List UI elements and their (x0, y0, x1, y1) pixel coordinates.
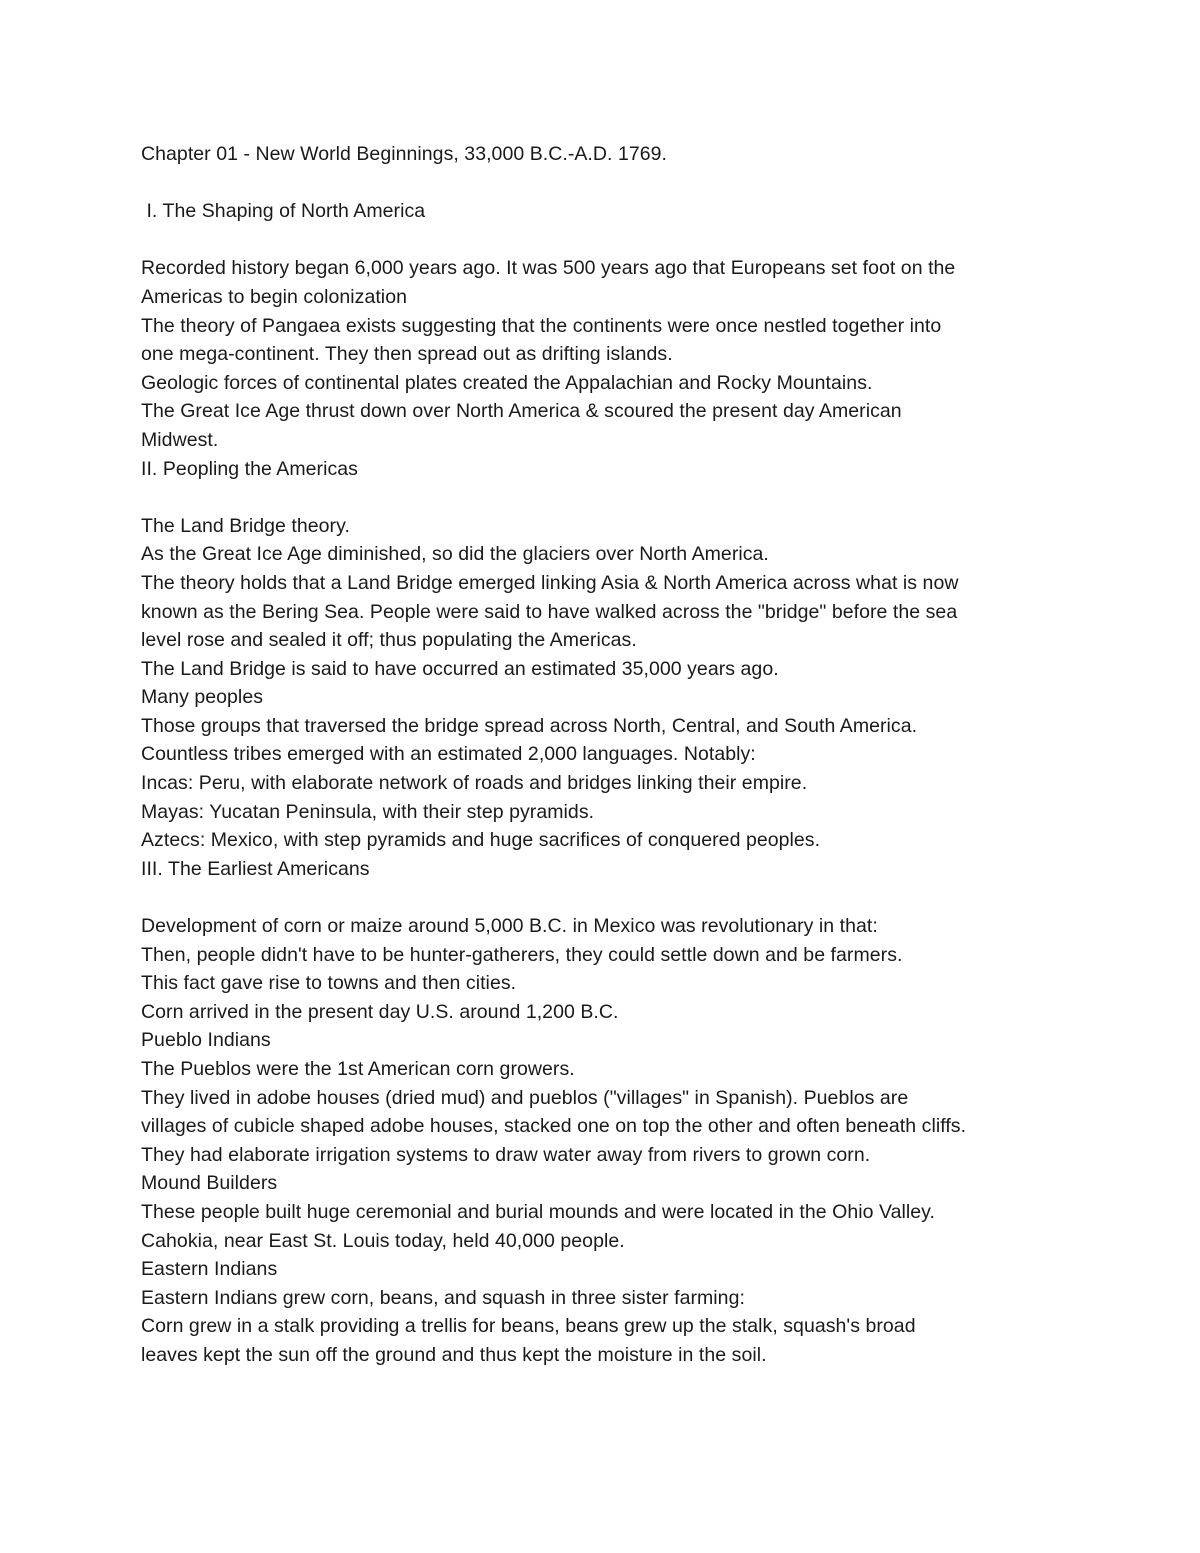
paragraph-line: Aztecs: Mexico, with step pyramids and huge sacrifices of conquered peoples. (141, 829, 821, 852)
paragraph-line: They lived in adobe houses (dried mud) and pueblos ("villages" in Spanish). Pueblos are (141, 1086, 909, 1109)
paragraph-line: Americas to begin colonization (141, 285, 407, 308)
paragraph-line: The Great Ice Age thrust down over North America & scoured the present day American (141, 400, 902, 423)
spacer (141, 883, 1061, 912)
paragraph-line: villages of cubicle shaped adobe houses, stacked one on top the other and often beneath cliffs. (141, 1115, 967, 1138)
paragraph-line: Countless tribes emerged with an estimated 2,000 languages. Notably: (141, 743, 756, 766)
paragraph-line: Many peoples (141, 686, 264, 709)
paragraph-line: These people built huge ceremonial and burial mounds and were located in the Ohio Valley. (141, 1200, 935, 1223)
paragraph-line: Cahokia, near East St. Louis today, held 40,000 people. (141, 1229, 625, 1252)
spacer (141, 169, 1061, 198)
paragraph-line: Eastern Indians grew corn, beans, and squash in three sister farming: (141, 1286, 745, 1309)
paragraph-line: Then, people didn't have to be hunter-gatherers, they could settle down and be farmers. (141, 943, 903, 966)
section-heading-peopling: II. Peopling the Americas (141, 457, 358, 480)
section-heading-earliest: III. The Earliest Americans (141, 857, 370, 880)
paragraph-line: Mound Builders (141, 1172, 278, 1195)
spacer (141, 483, 1061, 512)
paragraph-line: As the Great Ice Age diminished, so did the glaciers over North America. (141, 543, 769, 566)
paragraph-line: The Pueblos were the 1st American corn growers. (141, 1058, 575, 1080)
paragraph-line: Mayas: Yucatan Peninsula, with their step pyramids. (141, 800, 595, 823)
document-title: Chapter 01 - New World Beginnings, 33,000 B.C.-A.D. 1769. (141, 143, 668, 165)
spacer (141, 226, 1061, 255)
paragraph-line: one mega-continent. They then spread out as drifting islands. (141, 343, 673, 366)
section-heading-shaping: I. The Shaping of North America (141, 200, 426, 223)
paragraph-line: They had elaborate irrigation systems to draw water away from rivers to grown corn. (141, 1143, 871, 1166)
paragraph-line: The theory holds that a Land Bridge emerged linking Asia & North America across what is now (141, 571, 959, 594)
paragraph-line: This fact gave rise to towns and then cities. (141, 972, 517, 995)
paragraph-line: Incas: Peru, with elaborate network of roads and bridges linking their empire. (141, 772, 808, 795)
paragraph-line: Geologic forces of continental plates created the Appalachian and Rocky Mountains. (141, 371, 873, 394)
paragraph-line: Corn arrived in the present day U.S. around 1,200 B.C. (141, 1000, 619, 1023)
paragraph-line: Recorded history began 6,000 years ago. It was 500 years ago that Europeans set foot on the (141, 257, 956, 280)
paragraph-line: Those groups that traversed the bridge spread across North, Central, and South America. (141, 714, 918, 737)
paragraph-line: Development of corn or maize around 5,000 B.C. in Mexico was revolutionary in that: (141, 915, 878, 938)
paragraph-line: Pueblo Indians (141, 1029, 271, 1052)
paragraph-line: leaves kept the sun off the ground and thus kept the moisture in the soil. (141, 1343, 767, 1366)
paragraph-line: Eastern Indians (141, 1258, 278, 1281)
paragraph-line: known as the Bering Sea. People were said to have walked across the "bridge" before the sea (141, 600, 958, 623)
paragraph-line: The Land Bridge theory. (141, 514, 350, 537)
paragraph-line: Corn grew in a stalk providing a trellis for beans, beans grew up the stalk, squash's broad (141, 1315, 916, 1338)
paragraph-line: The Land Bridge is said to have occurred an estimated 35,000 years ago. (141, 657, 779, 680)
paragraph-line: Midwest. (141, 428, 219, 451)
paragraph-line: level rose and sealed it off; thus populating the Americas. (141, 629, 637, 652)
paragraph-line: The theory of Pangaea exists suggesting that the continents were once nestled together into (141, 314, 942, 337)
document-page (141, 140, 1061, 1370)
